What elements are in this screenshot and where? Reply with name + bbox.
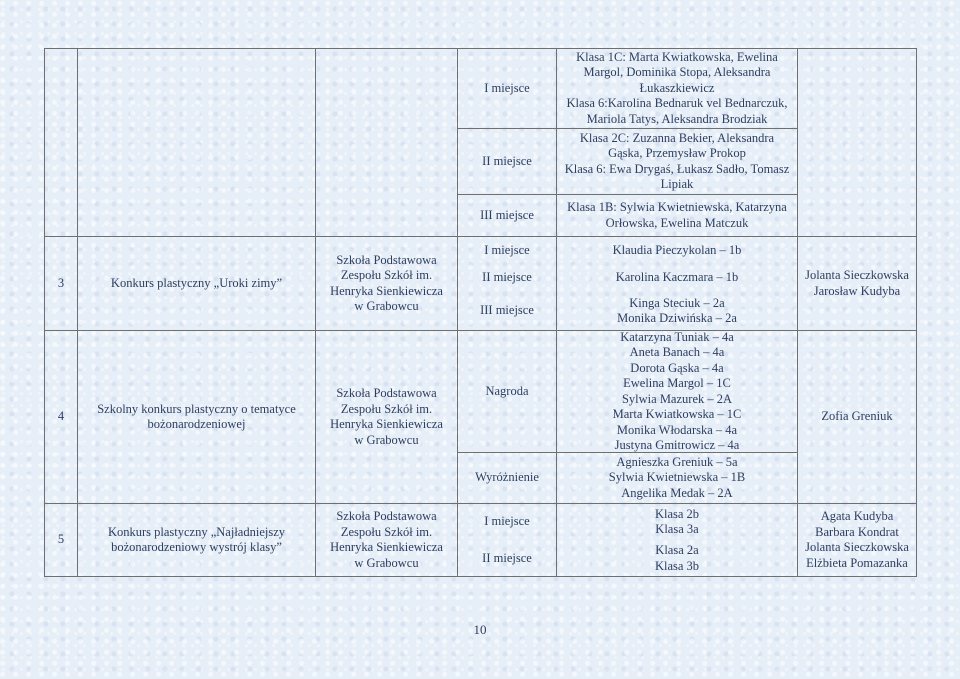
winners-cell (557, 265, 797, 291)
place-label: Nagroda (485, 383, 529, 398)
organizer-cell (316, 504, 457, 576)
place-cell (458, 265, 556, 291)
row-number (45, 237, 77, 330)
competition-name (78, 331, 315, 503)
winner-line: Orłowska, Ewelina Matczuk (605, 215, 749, 230)
winner-line: Klasa 1B: Sylwia Kwietniewska, Katarzyna (567, 200, 787, 214)
winner-line: Klasa 2C: Zuzanna Bekier, Aleksandra (579, 130, 775, 145)
place-cell (458, 237, 556, 264)
place-cell (458, 504, 556, 540)
winner-line: Margol, Dominika Stopa, Aleksandra (583, 65, 771, 80)
winners-cell (557, 292, 797, 330)
competition-name (78, 237, 315, 330)
organizer-line: w Grabowcu (354, 432, 419, 447)
winners-cell (557, 49, 797, 128)
winner-line: Karolina Kaczmara – 1b (615, 270, 739, 285)
winner-line: Agnieszka Greniuk – 5a (616, 454, 738, 469)
winner-line: Klasa 2a (655, 543, 699, 557)
place-cell (458, 541, 556, 576)
competition-line: Konkurs plastyczny „Najładniejszy (107, 524, 286, 539)
competition-text (97, 402, 296, 433)
winner-line: Klaudia Pieczykolan – 1b (612, 242, 742, 257)
winner-line: Marta Kwiatkowska – 1C (612, 407, 742, 421)
competition-text (108, 525, 285, 556)
winners-cell (557, 541, 797, 576)
winner-line: Sylwia Kwietniewska – 1B (608, 470, 746, 485)
competition-line: bożonarodzeniowy wystrój klasy” (111, 540, 282, 554)
organizer-line: Henryka Sienkiewicza (330, 283, 443, 298)
organizer-text (330, 253, 443, 315)
teacher-name: Jolanta Sieczkowska (805, 268, 909, 282)
place-cell (458, 129, 556, 194)
teacher-name: Jarosław Kudyba (813, 283, 901, 298)
winner-line: Angelika Medak – 2A (621, 485, 733, 500)
organizer-line: w Grabowcu (354, 555, 419, 570)
winners-list (655, 507, 699, 538)
winner-line: Lipiak (660, 177, 694, 191)
organizer-text (330, 509, 443, 571)
place-label: II miejsce (482, 270, 532, 285)
winners-list (609, 455, 745, 502)
organizer-cell (316, 331, 457, 503)
place-cell (458, 453, 556, 503)
winner-line: Klasa 3a (655, 522, 699, 536)
winners-cell (557, 504, 797, 540)
winner-line: Gąska, Przemysław Prokop (608, 146, 746, 160)
winners-cell (557, 129, 797, 194)
winner-line: Dorota Gąska – 4a (630, 360, 724, 375)
winner-line: Monika Dziwińska – 2a (617, 311, 737, 325)
organizer-line: Zespołu Szkół im. (340, 268, 433, 282)
organizer-line: Szkoła Podstawowa (336, 252, 437, 267)
winner-line: Katarzyna Tuniak – 4a (620, 329, 734, 344)
winners-list (617, 296, 737, 327)
row-number-text: 5 (57, 532, 65, 547)
place-label: I miejsce (484, 80, 530, 95)
winners-cell (557, 453, 797, 503)
winner-line: Aneta Banach – 4a (629, 345, 725, 359)
teacher-name: Agata Kudyba (820, 509, 894, 523)
organizer-cell (316, 237, 457, 330)
row-number-text: 3 (57, 275, 65, 290)
place-label: I miejsce (484, 514, 530, 529)
row-number (45, 504, 77, 576)
winners-list (613, 330, 742, 454)
winner-line: Łukaszkiewicz (639, 80, 715, 95)
organizer-line: Henryka Sienkiewicza (330, 540, 443, 554)
winners-list (566, 50, 787, 128)
teachers-cell (798, 331, 916, 503)
place-label: I miejsce (484, 242, 530, 257)
organizer-line: Szkoła Podstawowa (336, 386, 437, 400)
organizer-text (330, 386, 443, 448)
place-label: Wyróżnienie (475, 470, 539, 485)
organizer-line: Szkoła Podstawowa (336, 509, 437, 523)
competition-line: Szkolny konkurs plastyczny o tematyce (97, 401, 296, 416)
winner-line: Klasa 2b (654, 506, 700, 521)
winner-line: Ewelina Margol – 1C (623, 376, 731, 390)
place-label: II miejsce (482, 550, 532, 565)
winner-line: Klasa 6:Karolina Bednaruk vel Bednarczuk, (566, 96, 788, 111)
winner-line: Klasa 3b (654, 558, 700, 573)
winner-line: Klasa 6: Ewa Drygaś, Łukasz Sadło, Tomasz (564, 161, 790, 176)
row-number-text: 4 (57, 409, 65, 424)
winners-cell (557, 331, 797, 452)
teachers-cell (798, 504, 916, 576)
place-cell (458, 49, 556, 128)
winner-line: Mariola Tatys, Aleksandra Brodziak (586, 111, 768, 126)
winners-cell (557, 195, 797, 236)
place-label: II miejsce (482, 153, 532, 168)
winner-line: Klasa 1C: Marta Kwiatkowska, Ewelina (576, 49, 778, 64)
place-label: III miejsce (480, 303, 534, 318)
organizer-line: Zespołu Szkół im. (340, 401, 433, 416)
organizer-line: w Grabowcu (354, 299, 419, 313)
organizer-line: Zespołu Szkół im. (340, 524, 433, 539)
competition-name (78, 504, 315, 576)
organizer-line: Henryka Sienkiewicza (330, 417, 443, 431)
winner-line: Kinga Steciuk – 2a (629, 295, 725, 310)
winners-list (565, 131, 790, 193)
winner-line: Monika Włodarska – 4a (616, 422, 738, 437)
teachers-list (805, 509, 909, 571)
teacher-name: Zofia Greniuk (821, 409, 893, 424)
teacher-name: Barbara Kondrat (815, 524, 899, 539)
competition-line: bożonarodzeniowej (147, 417, 246, 431)
winners-list (567, 200, 787, 231)
winners-cell (557, 237, 797, 264)
place-cell (458, 292, 556, 330)
place-cell (458, 195, 556, 236)
winner-line: Justyna Gmitrowicz – 4a (614, 438, 740, 452)
winner-line: Sylwia Mazurek – 2A (621, 391, 733, 406)
teachers-list (805, 268, 909, 299)
row-number (45, 331, 77, 503)
place-label: III miejsce (480, 207, 534, 222)
place-cell (458, 331, 556, 452)
competition-text: Konkurs plastyczny „Uroki zimy” (110, 275, 283, 290)
page-number: 10 (473, 622, 487, 637)
teacher-name: Elżbieta Pomazanka (806, 555, 908, 570)
teachers-cell (798, 237, 916, 330)
winners-list (655, 543, 699, 574)
teacher-name: Jolanta Sieczkowska (805, 540, 909, 554)
